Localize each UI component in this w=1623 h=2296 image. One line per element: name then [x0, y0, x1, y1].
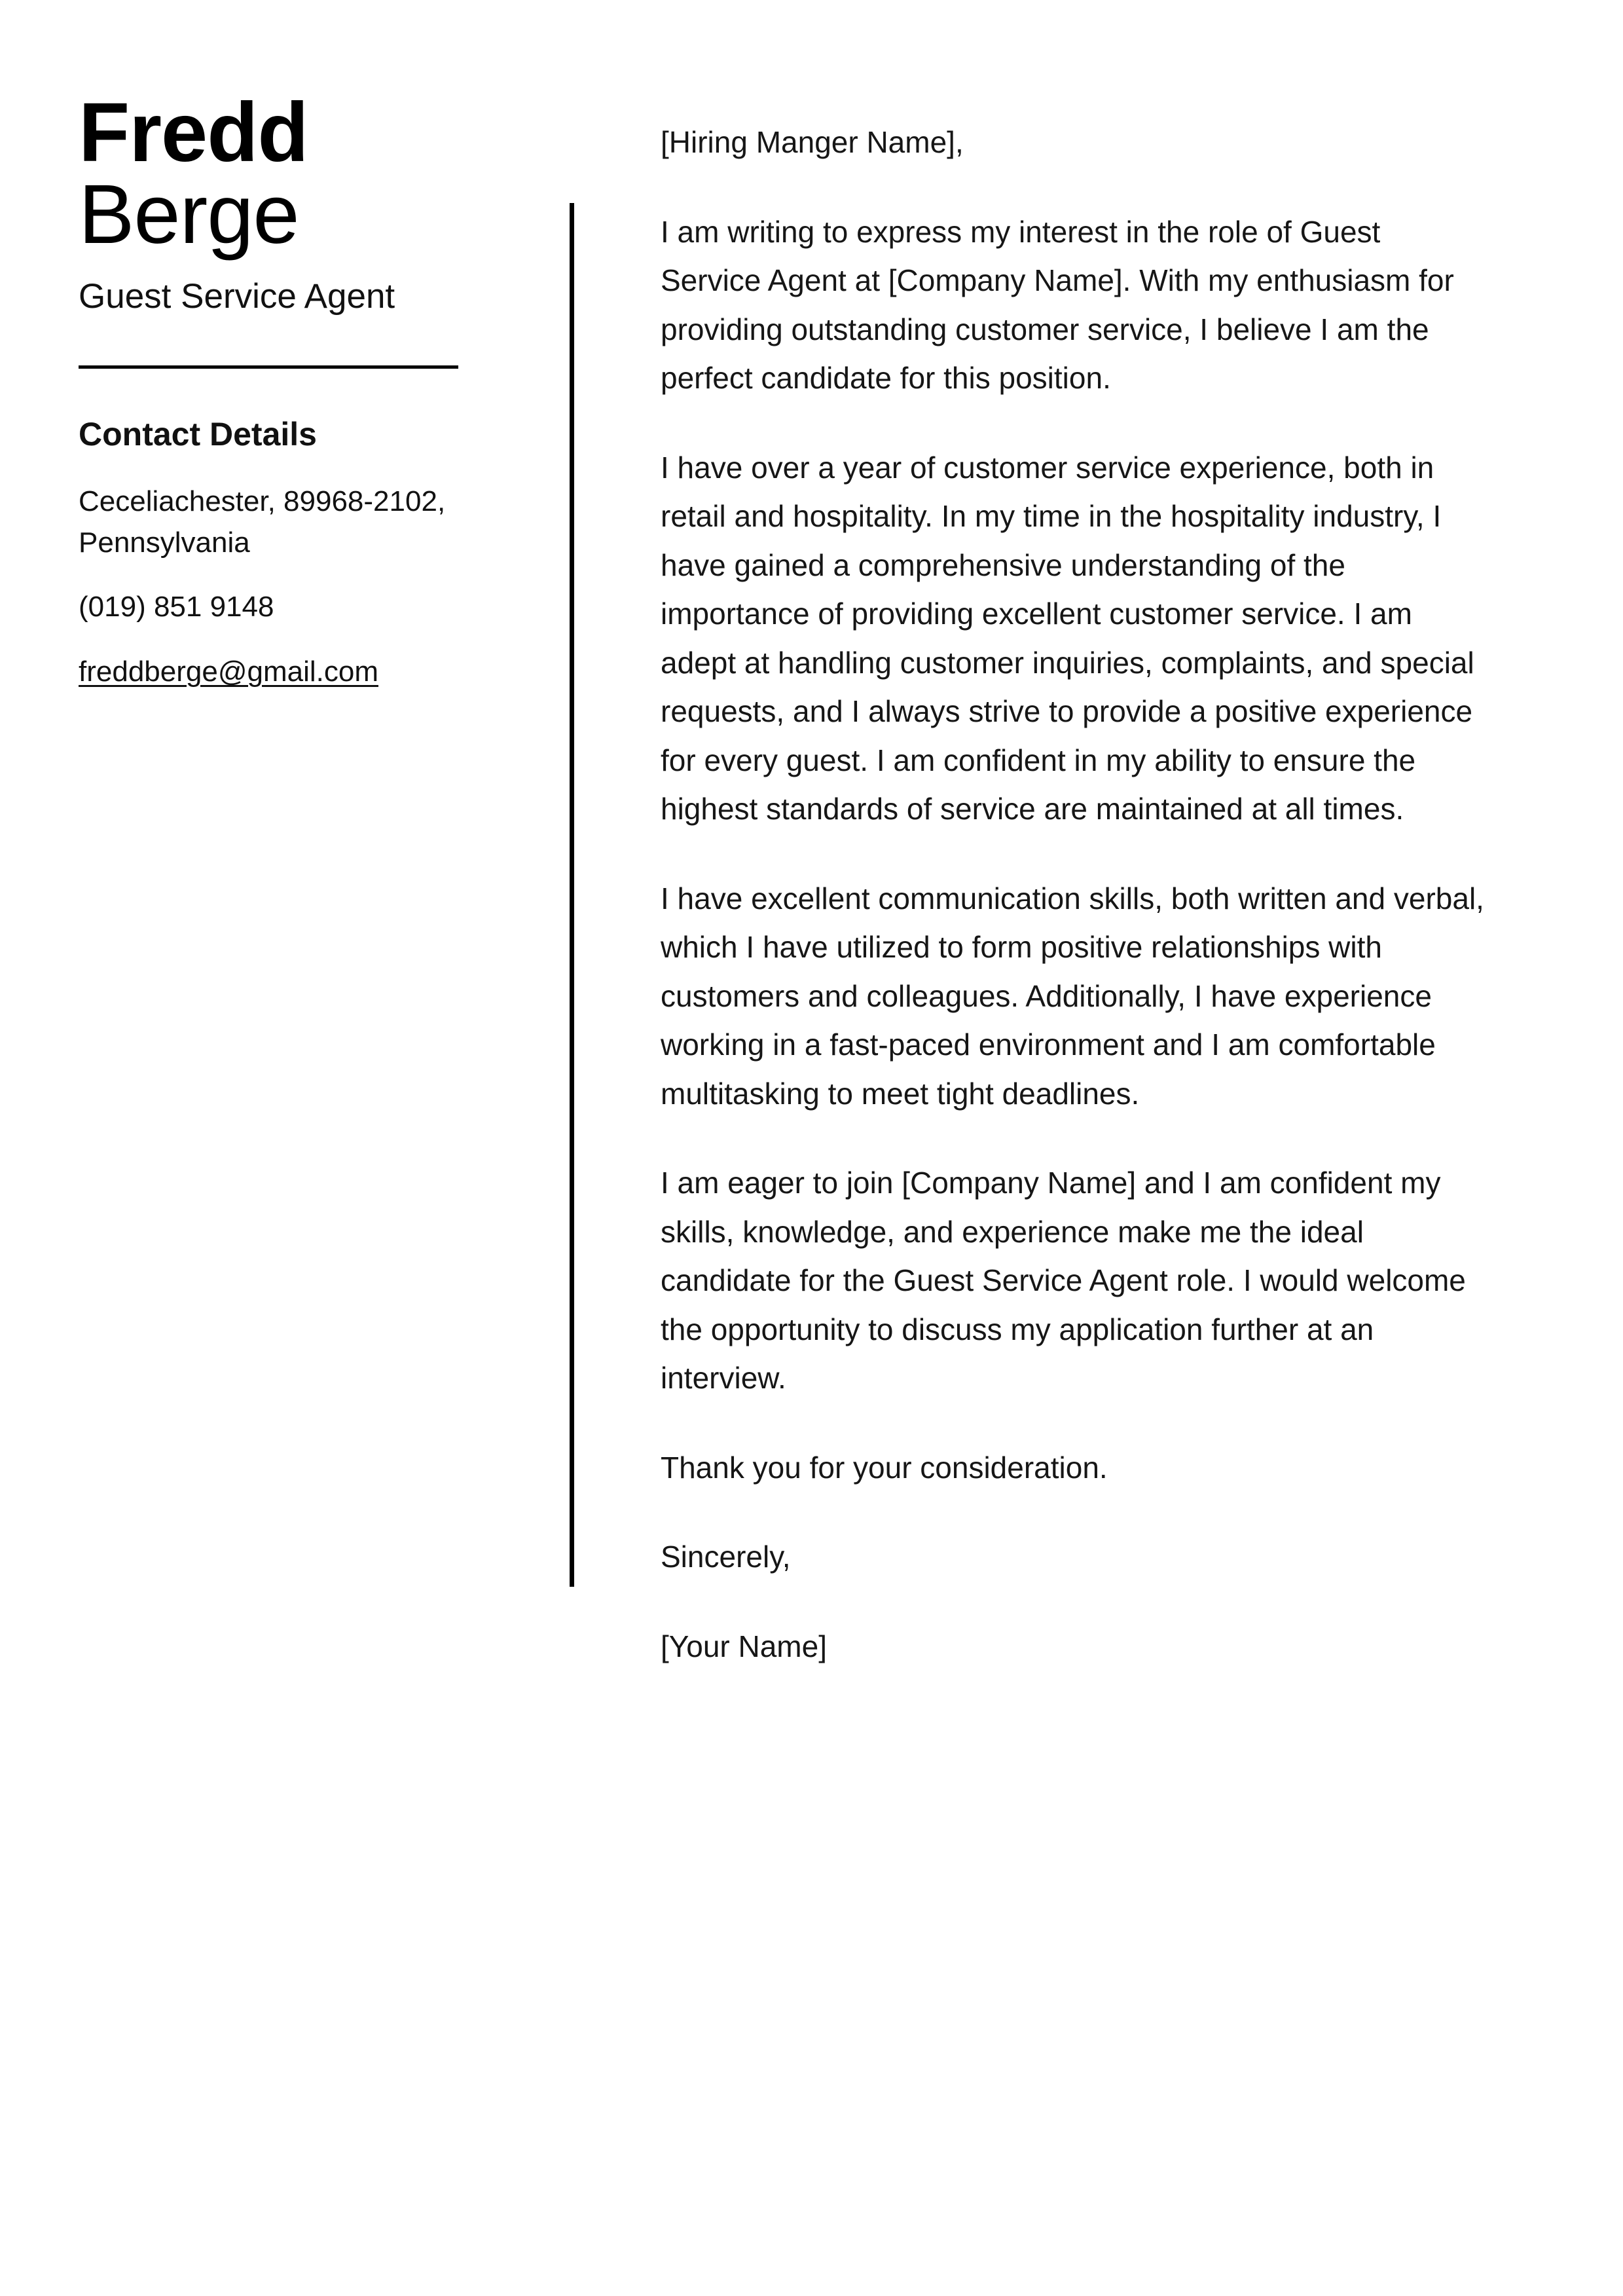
- contact-details-list: [79, 481, 484, 692]
- contact-email-link[interactable]: freddberge@gmail.com: [79, 655, 378, 688]
- contact-phone: (019) 851 9148: [79, 591, 274, 623]
- letter-body: [574, 0, 1623, 1671]
- letter-paragraph-4: I am eager to join [Company Name] and I am confident my skills, knowledge, and experience make me the ideal candidate for the Guest Service Agent role. I would welcome the opportunity to discuss my application further at an interview.: [661, 1166, 1466, 1396]
- sidebar: [0, 0, 570, 692]
- contact-email-item: [79, 652, 484, 692]
- applicant-last-name: Berge: [79, 168, 299, 262]
- letter-closing: Sincerely,: [661, 1540, 791, 1574]
- applicant-first-name: Fredd: [79, 86, 308, 179]
- sidebar-divider-rule: [79, 365, 458, 369]
- contact-address: Ceceliachester, 89968-2102, Pennsylvania: [79, 485, 446, 559]
- applicant-name: [79, 86, 484, 262]
- letter-paragraph-2: I have over a year of customer service experience, both in retail and hospitality. In my time in the hospitality industry, I have gained a comprehensive understanding of the importance of providing excellent customer service. I am adept at handling customer inquiries, complaints, and special requests, and I always strive to provide a positive experience for every guest. I am confident in my ability to ensure the highest standards of service are maintained at all times.: [661, 450, 1474, 826]
- letter-signature: [Your Name]: [661, 1629, 827, 1663]
- letter-salutation: [Hiring Manger Name],: [661, 125, 964, 159]
- contact-details-heading: Contact Details: [79, 416, 317, 453]
- letter-paragraph-3: I have excellent communication skills, both written and verbal, which I have utilized to form positive relationships with customers and colleagues. Additionally, I have experience working in a fast-paced environment and I am comfortable multitasking to meet tight deadlines.: [661, 881, 1484, 1111]
- letter-thanks: Thank you for your consideration.: [661, 1450, 1108, 1485]
- letter-paragraph-1: I am writing to express my interest in the role of Guest Service Agent at [Company Name]. With my enthusiasm for providing outstanding customer service, I believe I am the perfect candidate for this position.: [661, 214, 1454, 396]
- vertical-divider: [570, 203, 574, 1587]
- applicant-job-title: Guest Service Agent: [79, 276, 395, 316]
